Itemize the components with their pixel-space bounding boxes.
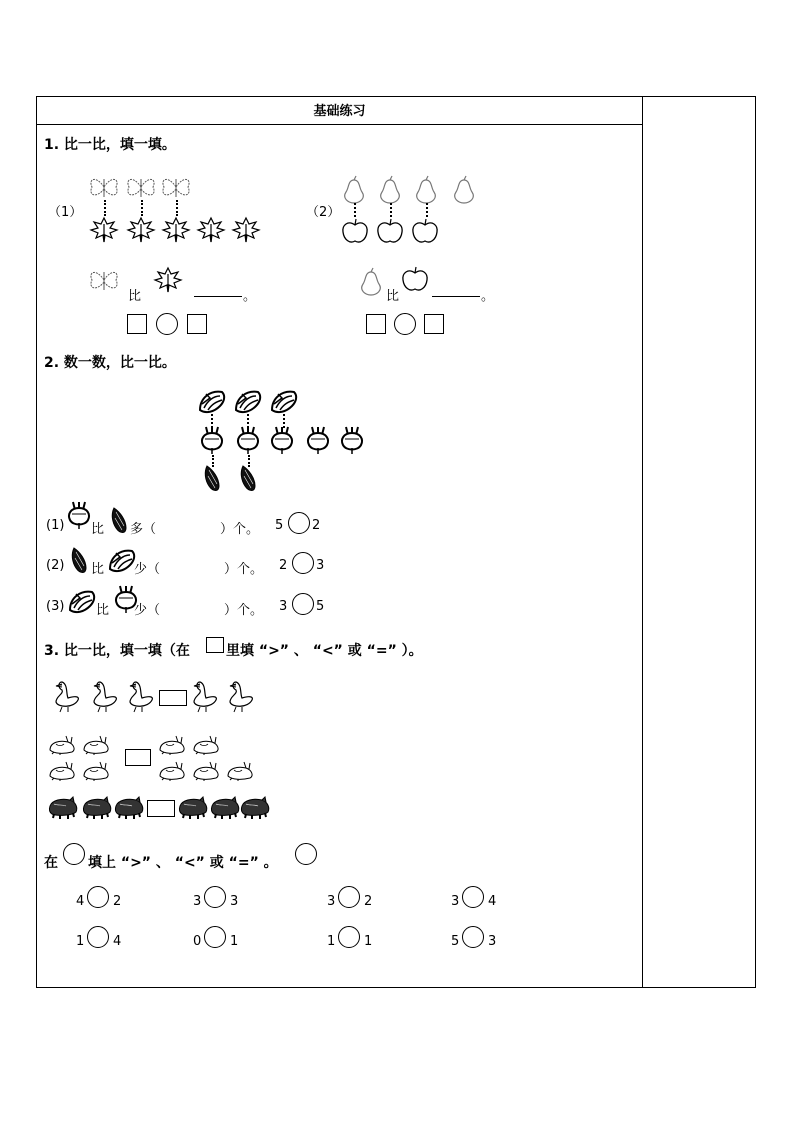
- apple-icon: [342, 218, 370, 246]
- answer-box[interactable]: [125, 749, 151, 766]
- rabbit-icon: [46, 762, 78, 782]
- answer-circle[interactable]: [338, 926, 360, 948]
- pear-icon: [359, 268, 385, 296]
- radish-icon: [340, 427, 364, 455]
- goose-icon: [52, 680, 82, 714]
- rabbit-icon: [190, 762, 222, 782]
- pair-right-number: 4: [488, 894, 497, 909]
- maple-leaf-icon: [90, 216, 118, 244]
- question-3-title-start: 3. 比一比，填一填（在: [44, 643, 190, 659]
- cabbage-icon: [198, 388, 226, 416]
- corn-icon: [239, 466, 257, 492]
- answer-circle[interactable]: [204, 886, 226, 908]
- pair-right-number: 2: [364, 894, 373, 909]
- answer-circle[interactable]: [292, 552, 314, 574]
- apple-icon: [402, 266, 430, 294]
- radish-icon: [114, 586, 136, 612]
- pair-right-number: 3: [230, 894, 239, 909]
- butterfly-icon: [162, 175, 192, 203]
- q2-line2-word1: 比: [91, 562, 105, 577]
- match-line: [283, 414, 285, 428]
- answer-circle[interactable]: [288, 512, 310, 534]
- pair-right-number: 2: [113, 894, 122, 909]
- answer-circle[interactable]: [295, 843, 317, 865]
- question-1-title: 1. 比一比，填一填。: [44, 137, 176, 153]
- butterfly-icon: [127, 175, 157, 203]
- pair-right-number: 3: [488, 934, 497, 949]
- pair-left-number: 3: [451, 894, 460, 909]
- maple-leaf-icon: [197, 216, 225, 244]
- q2-line3-left-number: 3: [279, 599, 288, 614]
- q2-line3-word1: 比: [96, 603, 110, 618]
- corn-icon: [203, 466, 221, 492]
- rabbit-icon: [156, 736, 188, 756]
- butterfly-icon: [90, 268, 120, 296]
- page-title: 基础练习: [313, 104, 366, 119]
- butterfly-icon: [90, 175, 120, 203]
- q2-line2-right-number: 3: [316, 558, 325, 573]
- match-line: [141, 200, 143, 216]
- apple-icon: [412, 218, 440, 246]
- answer-circle[interactable]: [292, 593, 314, 615]
- q1-part2-label: （2）: [306, 205, 341, 220]
- pair-left-number: 3: [193, 894, 202, 909]
- radish-icon: [200, 427, 224, 455]
- corn-icon: [110, 508, 128, 534]
- compare-word: 比: [128, 289, 142, 304]
- q2-line1-word1: 比: [91, 522, 105, 537]
- goose-icon: [190, 680, 220, 714]
- q2-line3-right-number: 5: [316, 599, 325, 614]
- maple-leaf-icon: [232, 216, 260, 244]
- q2-line2-number: (2): [46, 558, 65, 573]
- answer-circle[interactable]: [156, 313, 178, 335]
- q3-sub-instruction-start: 在: [44, 855, 58, 871]
- rabbit-icon: [80, 762, 112, 782]
- rabbit-icon: [156, 762, 188, 782]
- match-line: [104, 200, 106, 216]
- match-line: [211, 414, 213, 428]
- match-line: [247, 414, 249, 428]
- maple-leaf-icon: [127, 216, 155, 244]
- q2-line1-right-number: 2: [312, 518, 321, 533]
- cabbage-icon: [108, 547, 136, 575]
- pair-left-number: 1: [76, 934, 85, 949]
- pig-icon: [210, 798, 242, 820]
- q2-line2-left-number: 2: [279, 558, 288, 573]
- question-3-title-end: 里填 “>” 、 “<” 或 “=” ）。: [226, 643, 423, 659]
- cabbage-icon: [68, 588, 96, 616]
- q2-line3-word2: 少（: [134, 603, 161, 618]
- radish-icon: [236, 427, 260, 455]
- q2-line3-word3: ）个。: [224, 603, 264, 618]
- match-line: [176, 200, 178, 216]
- column-divider: [642, 96, 643, 988]
- answer-box[interactable]: [366, 314, 386, 334]
- answer-box[interactable]: [187, 314, 207, 334]
- radish-icon: [67, 502, 89, 528]
- q2-line1-word3: ）个。: [220, 522, 260, 537]
- maple-leaf-icon: [154, 266, 182, 294]
- answer-box[interactable]: [147, 800, 175, 817]
- answer-circle[interactable]: [394, 313, 416, 335]
- pig-icon: [82, 798, 114, 820]
- match-line: [426, 203, 428, 217]
- circle-symbol: [63, 843, 85, 865]
- q2-line2-word2: 少（: [134, 562, 161, 577]
- pear-icon: [452, 176, 478, 204]
- rabbit-icon: [80, 736, 112, 756]
- cabbage-icon: [234, 388, 262, 416]
- cabbage-icon: [270, 388, 298, 416]
- answer-circle[interactable]: [204, 926, 226, 948]
- maple-leaf-icon: [162, 216, 190, 244]
- pig-icon: [114, 798, 146, 820]
- q2-line1-left-number: 5: [275, 518, 284, 533]
- radish-icon: [306, 427, 330, 455]
- pair-right-number: 1: [364, 934, 373, 949]
- goose-icon: [126, 680, 156, 714]
- pair-right-number: 4: [113, 934, 122, 949]
- q2-line2-word3: ）个。: [224, 562, 264, 577]
- answer-box[interactable]: [424, 314, 444, 334]
- blank-end: 。: [243, 289, 257, 304]
- pair-left-number: 4: [76, 894, 85, 909]
- answer-blank[interactable]: [194, 284, 242, 297]
- pear-icon: [414, 176, 440, 204]
- pig-icon: [240, 798, 272, 820]
- pig-icon: [48, 798, 80, 820]
- header-divider: [36, 124, 643, 125]
- q2-line1-number: (1): [46, 518, 65, 533]
- answer-circle[interactable]: [462, 886, 484, 908]
- rabbit-icon: [224, 762, 256, 782]
- goose-icon: [90, 680, 120, 714]
- answer-box[interactable]: [159, 690, 187, 706]
- q2-line3-number: (3): [46, 599, 65, 614]
- answer-blank[interactable]: [432, 284, 480, 297]
- pair-left-number: 5: [451, 934, 460, 949]
- rabbit-icon: [190, 736, 222, 756]
- radish-icon: [270, 427, 294, 455]
- pair-left-number: 1: [327, 934, 336, 949]
- q3-sub-instruction-end: 填上 “>” 、 “<” 或 “=” 。: [88, 855, 278, 871]
- blank-end: 。: [481, 289, 495, 304]
- answer-circle[interactable]: [462, 926, 484, 948]
- match-line: [354, 203, 356, 217]
- goose-icon: [226, 680, 256, 714]
- rabbit-icon: [46, 736, 78, 756]
- answer-circle[interactable]: [87, 926, 109, 948]
- box-symbol: [206, 637, 224, 653]
- q2-line1-word2: 多（: [130, 522, 157, 537]
- answer-circle[interactable]: [338, 886, 360, 908]
- question-2-title: 2. 数一数，比一比。: [44, 355, 176, 371]
- compare-word: 比: [386, 289, 400, 304]
- q1-part1-label: （1）: [48, 205, 83, 220]
- apple-icon: [377, 218, 405, 246]
- pair-left-number: 0: [193, 934, 202, 949]
- corn-icon: [70, 548, 88, 574]
- match-line: [390, 203, 392, 217]
- pig-icon: [178, 798, 210, 820]
- pear-icon: [378, 176, 404, 204]
- pair-left-number: 3: [327, 894, 336, 909]
- pair-right-number: 1: [230, 934, 239, 949]
- answer-box[interactable]: [127, 314, 147, 334]
- pear-icon: [342, 176, 368, 204]
- answer-circle[interactable]: [87, 886, 109, 908]
